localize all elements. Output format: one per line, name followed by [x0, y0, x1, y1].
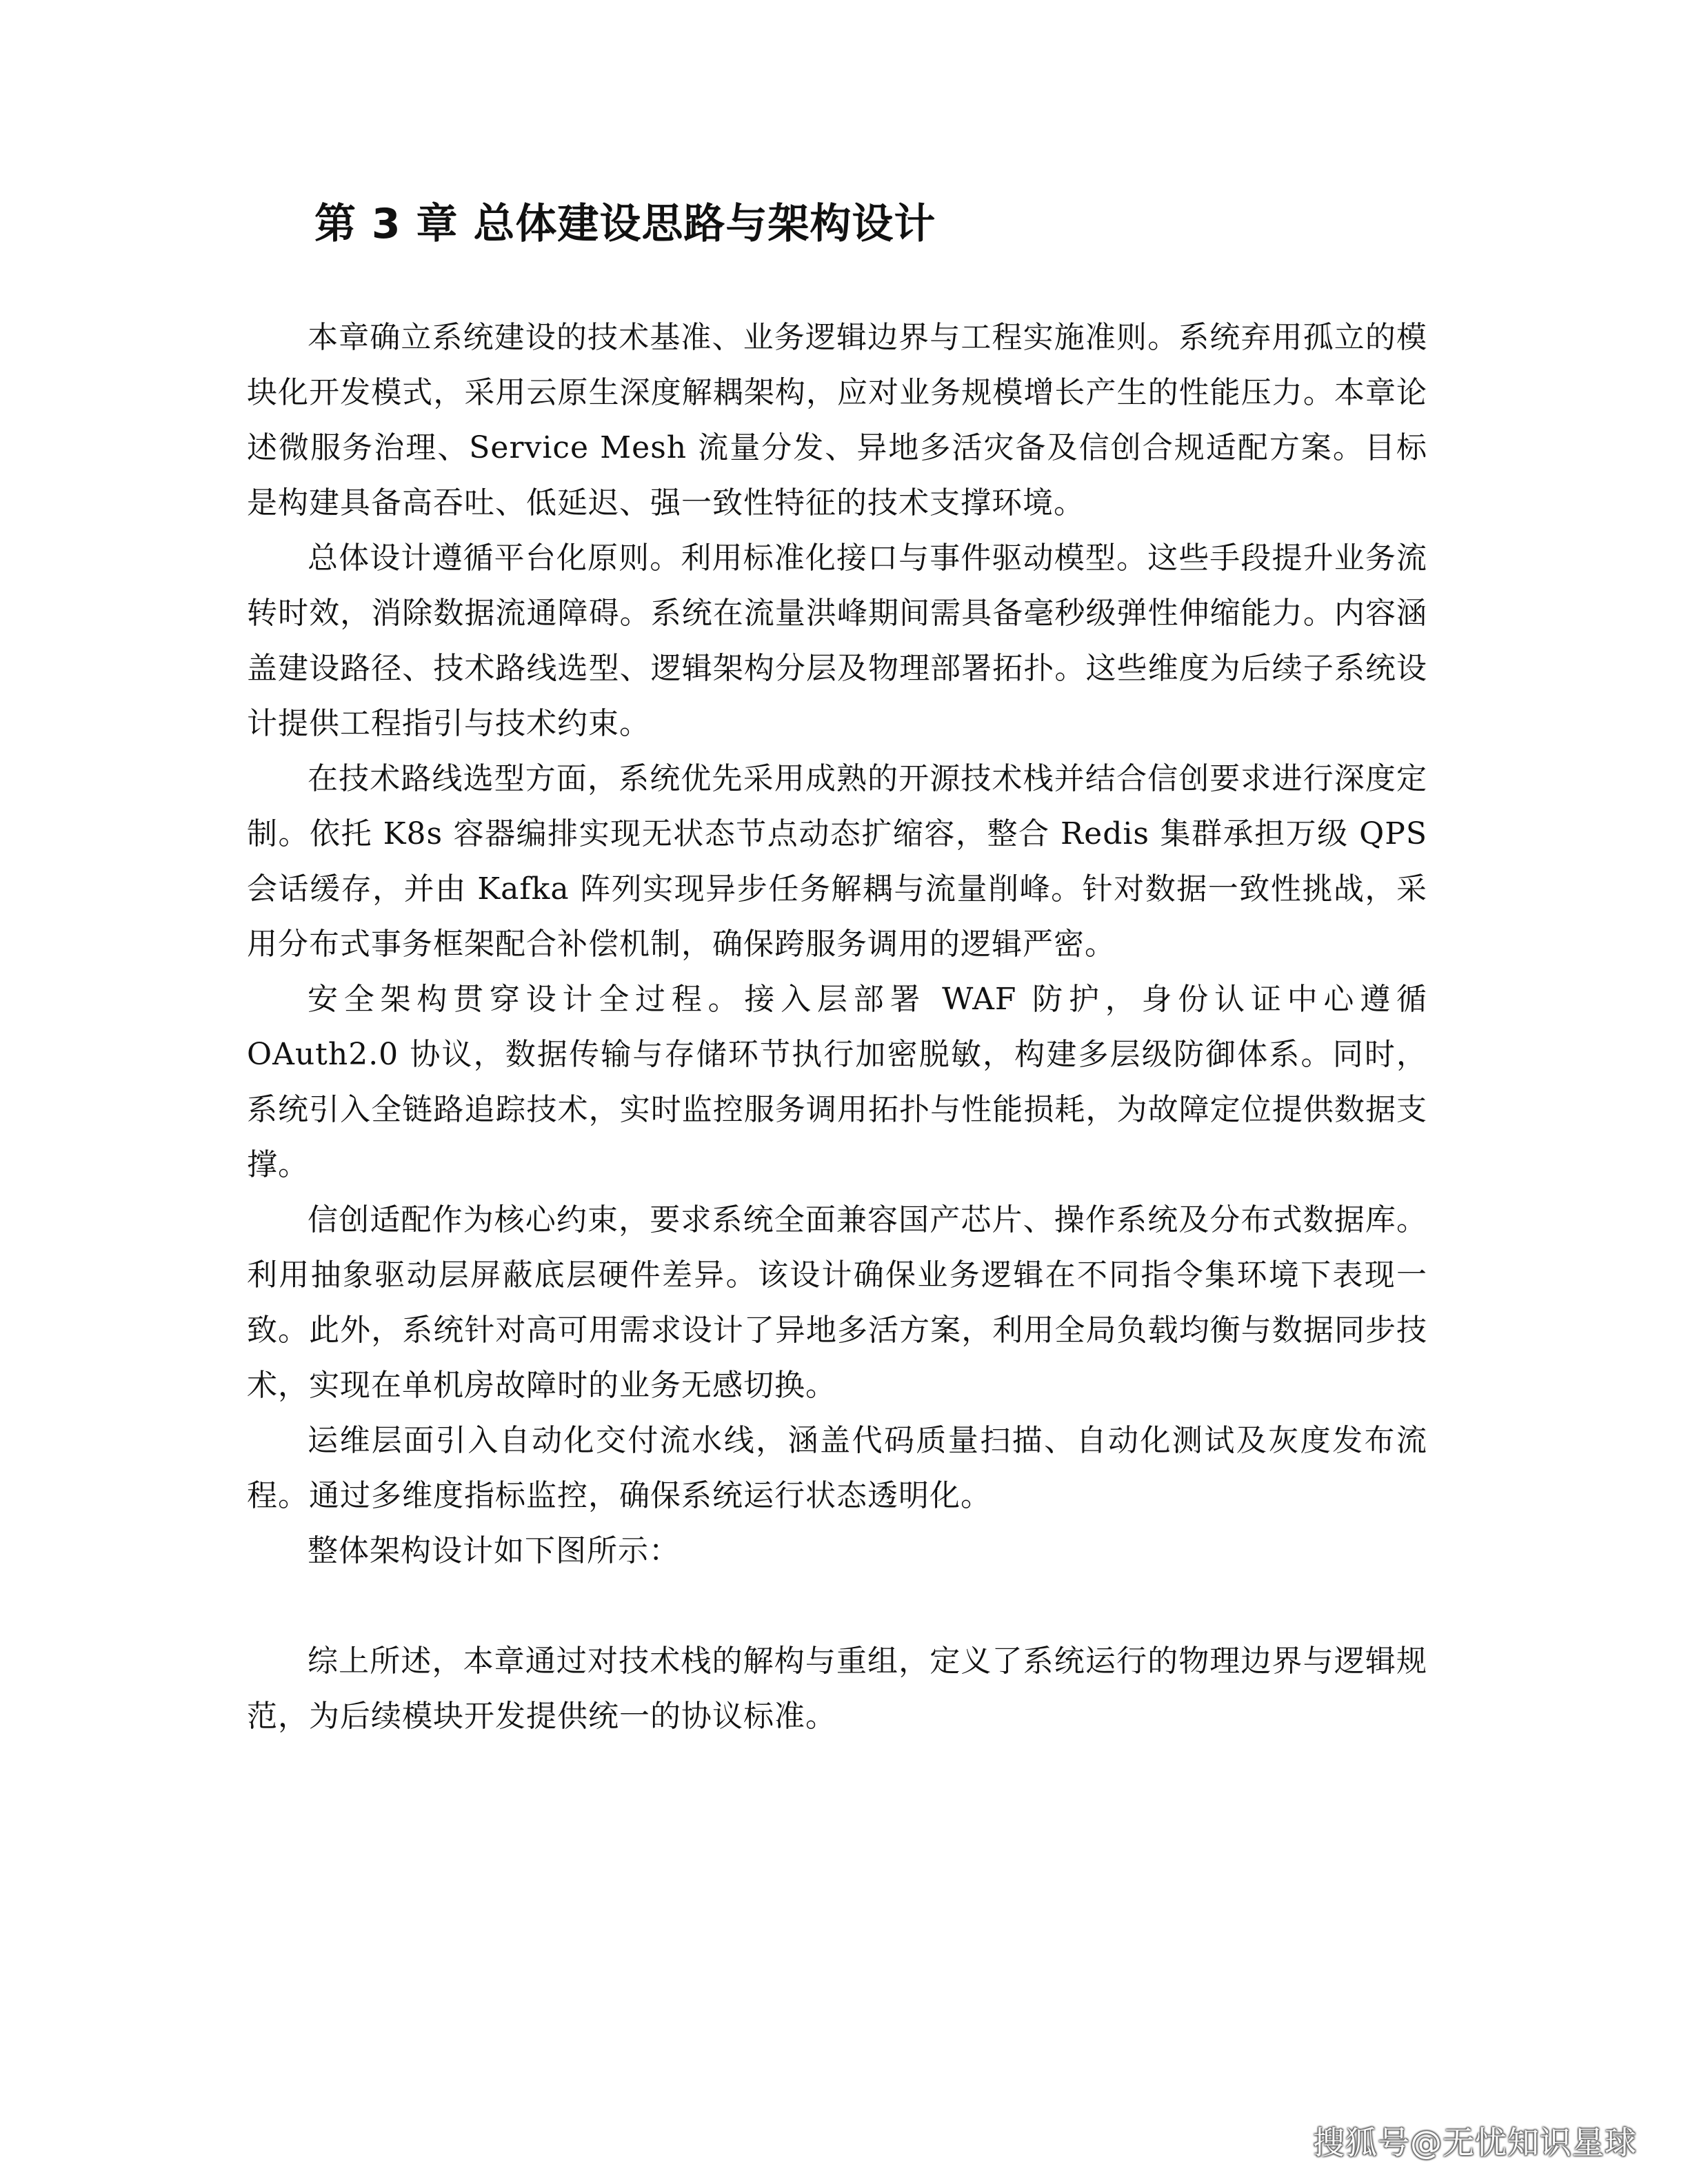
paragraph-security-architecture: 安全架构贯穿设计全过程。接入层部署 WAF 防护，身份认证中心遵循 OAuth2.0 协议，数据传输与存储环节执行加密脱敏，构建多层级防御体系。同时，系统引入全链路追踪技术，实时监控服务调用拓扑与性能损耗，为故障定位提供数据支撑。 [247, 982, 1427, 1182]
figure-placeholder [247, 1579, 1427, 1634]
watermark-text: 搜狐号@无忧知识星球 [1313, 2124, 1637, 2161]
paragraph-tech-route: 在技术路线选型方面，系统优先采用成熟的开源技术栈并结合信创要求进行深度定制。依托 K8s 容器编排实现无状态节点动态扩缩容，整合 Redis 集群承担万级 QPS 会话缓存，并由 Kafka 阵列实现异步任务解耦与流量削峰。针对数据一致性挑战，采用分布式事务框架配合补偿机制，确保跨服务调用的逻辑严密。 [247, 761, 1427, 962]
paragraph-intro: 本章确立系统建设的技术基准、业务逻辑边界与工程实施准则。系统弃用孤立的模块化开发模式，采用云原生深度解耦架构，应对业务规模增长产生的性能压力。本章论述微服务治理、Service Mesh 流量分发、异地多活灾备及信创合规适配方案。目标是构建具备高吞吐、低延迟、强一致性特征的技术支撑环境。 [247, 320, 1427, 520]
paragraph-platform-principle: 总体设计遵循平台化原则。利用标准化接口与事件驱动模型。这些手段提升业务流转时效，消除数据流通障碍。系统在流量洪峰期间需具备毫秒级弹性伸缩能力。内容涵盖建设路径、技术路线选型、逻辑架构分层及物理部署拓扑。这些维度为后续子系统设计提供工程指引与技术约束。 [247, 540, 1427, 741]
paragraph-operations: 运维层面引入自动化交付流水线，涵盖代码质量扫描、自动化测试及灰度发布流程。通过多维度指标监控，确保系统运行状态透明化。 [247, 1423, 1427, 1513]
paragraph-xinchuang-adaptation: 信创适配作为核心约束，要求系统全面兼容国产芯片、操作系统及分布式数据库。利用抽象驱动层屏蔽底层硬件差异。该设计确保业务逻辑在不同指令集环境下表现一致。此外，系统针对高可用需求设计了异地多活方案，利用全局负载均衡与数据同步技术，实现在单机房故障时的业务无感切换。 [247, 1202, 1427, 1403]
paragraph-summary: 综上所述，本章通过对技术栈的解构与重组，定义了系统运行的物理边界与逻辑规范，为后续模块开发提供统一的协议标准。 [247, 1644, 1427, 1734]
chapter-title: 第 3 章 总体建设思路与架构设计 [314, 200, 936, 248]
paragraph-figure-intro: 整体架构设计如下图所示： [308, 1533, 680, 1568]
document-body [247, 310, 1427, 1744]
